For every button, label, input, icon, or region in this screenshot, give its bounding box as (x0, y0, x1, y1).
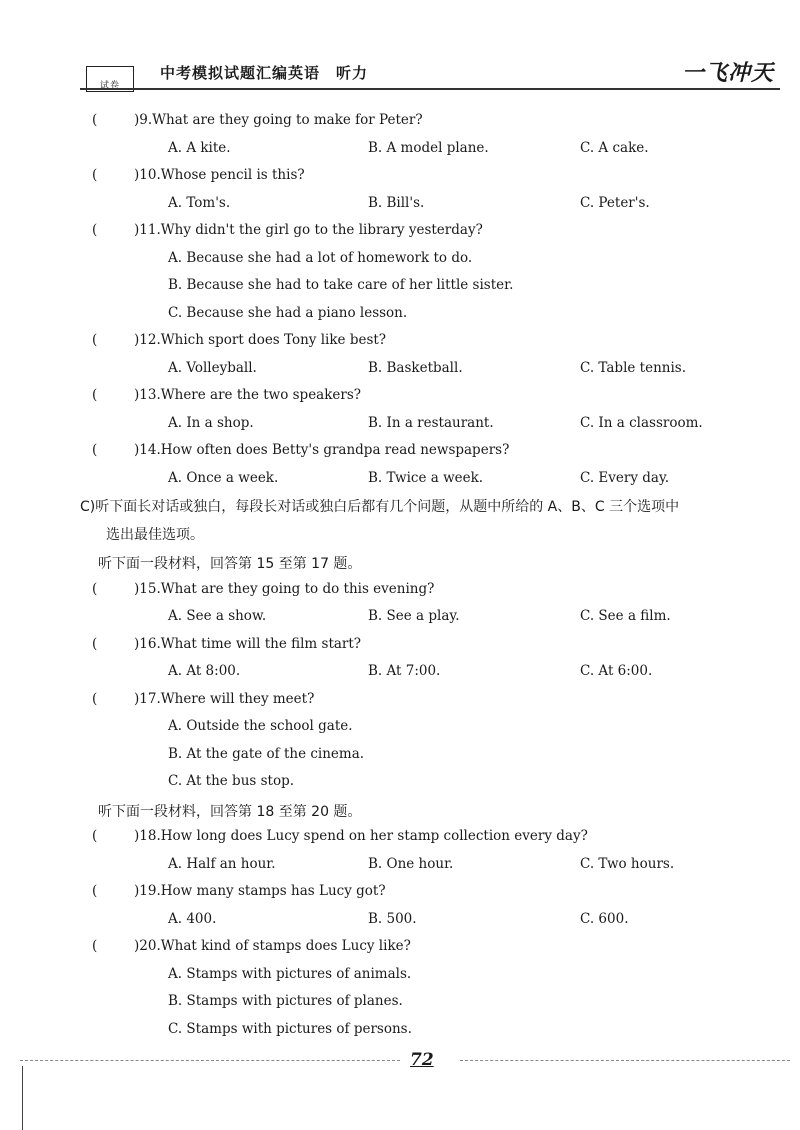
option-a: A. Stamps with pictures of animals. (168, 965, 412, 982)
page-header (80, 56, 780, 96)
option-c: C. Because she had a piano lesson. (168, 304, 408, 321)
question-20: ( )20.What kind of stamps does Lucy like? (92, 938, 411, 954)
options-9 (92, 136, 772, 164)
option-c: C. In a classroom. (580, 414, 703, 431)
answer-blank: ( (92, 580, 98, 597)
sub-instruction-1: 听下面一段材料，回答第 15 至第 17 题。 (98, 556, 362, 572)
option-b: B. In a restaurant. (368, 414, 494, 431)
question-15: ( )15.What are they going to do this evening? (92, 580, 435, 597)
options-12 (92, 356, 772, 384)
option-c: C. At 6:00. (580, 663, 653, 679)
option-c: C. 600. (580, 910, 629, 927)
header-title: 中考模拟试题汇编英语 听力 (160, 64, 369, 82)
question-14: ( )14.How often does Betty's grandpa read newspapers? (92, 442, 510, 458)
option-a: A. Outside the school gate. (168, 718, 353, 734)
options-13 (92, 411, 772, 439)
answer-blank: ( (92, 112, 98, 128)
options-10 (92, 191, 772, 219)
options-14 (92, 466, 772, 494)
option-b: B. Bill's. (368, 194, 425, 211)
option-c: C. A cake. (580, 139, 649, 156)
option-b: B. At the gate of the cinema. (168, 745, 365, 762)
header-logo: 试卷 (86, 66, 134, 92)
footer-divider-right (460, 1060, 790, 1061)
question-19: ( )19.How many stamps has Lucy got? (92, 883, 386, 899)
question-list (80, 108, 772, 1044)
option-a: A. Tom's. (168, 194, 231, 211)
answer-blank: ( (92, 442, 98, 458)
answer-blank: ( (92, 883, 98, 899)
question-18: ( )18.How long does Lucy spend on her stamp collection every day? (92, 828, 588, 844)
options-18 (92, 852, 772, 880)
option-c: C. Table tennis. (580, 359, 687, 376)
option-c: C. At the bus stop. (168, 773, 295, 789)
option-a: A. Because she had a lot of homework to do. (168, 249, 473, 266)
option-b: B. At 7:00. (368, 663, 441, 679)
option-a: A. Once a week. (168, 469, 279, 486)
question-16: ( )16.What time will the film start? (92, 635, 362, 652)
option-c: C. Stamps with pictures of persons. (168, 1020, 412, 1037)
question-13: ( )13.Where are the two speakers? (92, 387, 362, 403)
answer-blank: ( (92, 167, 98, 183)
option-c: C. Peter's. (580, 194, 650, 211)
header-brand: 一飞冲天 (681, 61, 774, 86)
option-b: B. Basketball. (368, 359, 463, 376)
binding-edge (22, 1066, 23, 1130)
option-a: A. In a shop. (168, 414, 254, 431)
answer-blank: ( (92, 938, 98, 954)
option-b: B. A model plane. (368, 139, 489, 156)
question-11: ( )11.Why didn't the girl go to the library yesterday? (92, 222, 483, 238)
option-b: B. See a play. (368, 608, 460, 624)
answer-blank: ( (92, 828, 98, 844)
section-c-instructions: C)听下面长对话或独白，每段长对话或独白后都有几个问题，从题中所给的 A、B、C 三个选项中 选出最佳选项。 (80, 499, 680, 543)
option-a: A. Volleyball. (168, 359, 257, 376)
option-b: B. One hour. (368, 855, 454, 872)
header-divider (80, 88, 780, 90)
page-number: 72 (410, 1050, 434, 1070)
options-15 (92, 604, 772, 632)
answer-blank: ( (92, 332, 98, 348)
option-c: C. See a film. (580, 608, 671, 624)
options-19 (92, 907, 772, 935)
option-b: B. Because she had to take care of her little sister. (168, 277, 514, 293)
option-b: B. Stamps with pictures of planes. (168, 993, 403, 1009)
option-b: B. Twice a week. (368, 469, 484, 486)
question-9: ( )9.What are they going to make for Peter? (92, 112, 423, 128)
option-c: C. Every day. (580, 469, 670, 486)
sub-instruction-2: 听下面一段材料，回答第 18 至第 20 题。 (98, 803, 362, 820)
option-a: A. At 8:00. (168, 663, 241, 679)
option-a: A. Half an hour. (168, 855, 276, 872)
answer-blank: ( (92, 222, 98, 238)
question-17: ( )17.Where will they meet? (92, 690, 315, 707)
question-12: ( )12.Which sport does Tony like best? (92, 332, 387, 348)
option-b: B. 500. (368, 910, 417, 927)
question-10: ( )10.Whose pencil is this? (92, 167, 305, 183)
answer-blank: ( (92, 635, 98, 652)
option-a: A. See a show. (168, 608, 267, 624)
answer-blank: ( (92, 387, 98, 403)
option-c: C. Two hours. (580, 855, 675, 872)
option-a: A. 400. (168, 910, 217, 927)
options-16 (92, 659, 772, 687)
option-a: A. A kite. (168, 139, 231, 156)
footer-divider-left (20, 1060, 400, 1061)
answer-blank: ( (92, 690, 98, 707)
